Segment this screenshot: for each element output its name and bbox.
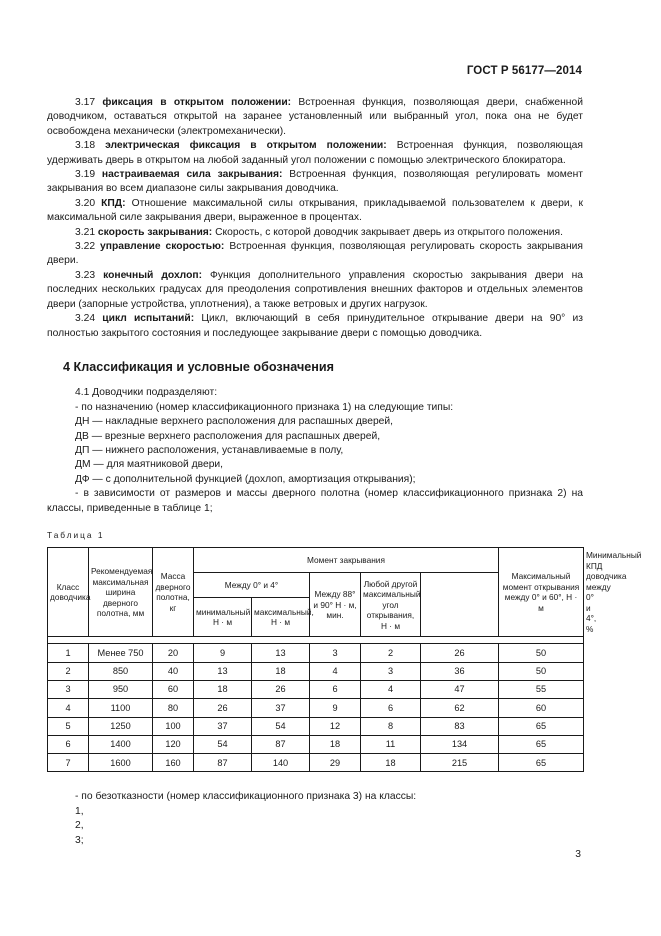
table-cell: 11: [361, 735, 421, 753]
table-row: [48, 662, 584, 680]
table-cell: 3: [361, 662, 421, 680]
definition-item: [47, 226, 583, 240]
clause-line: ДП — нижнего расположения, устанавливаемые в полу,: [75, 444, 344, 456]
table-cell: 62: [421, 699, 499, 717]
table-cell: 60: [153, 680, 194, 698]
definition-item: [47, 197, 583, 226]
table-spacer-row: [48, 637, 584, 644]
definition-number: 3.24: [75, 313, 96, 325]
definition-item: [47, 96, 583, 139]
table-cell: 2: [361, 644, 421, 662]
table-cell: 950: [89, 680, 153, 698]
table-cell: Менее 750: [89, 644, 153, 662]
table-cell: 9: [194, 644, 252, 662]
header-moment: Момент закрывания: [194, 548, 499, 573]
table-cell: 87: [252, 735, 310, 753]
header-any-angle: Любой другой максимальный угол открывания, Н · м: [361, 573, 421, 637]
table-cell: 13: [194, 662, 252, 680]
header-class: Класс доводчика: [48, 548, 89, 637]
definition-item: [47, 240, 583, 269]
table-cell: 29: [310, 754, 361, 772]
table-cell: 26: [252, 680, 310, 698]
definition-number: 3.23: [75, 269, 96, 281]
table-cell: 1600: [89, 754, 153, 772]
table-cell: 8: [361, 717, 421, 735]
table-cell: 18: [310, 735, 361, 753]
definition-text: Встроенная функция, позволяющая двери, снабженной доводчиком, оставаться открытой на заранее установленный или выбранный угол, пока она не будет освобождена механически (электромеханически).: [47, 97, 583, 137]
definition-text: Встроенная функция, позволяющая регулировать скорость закрывания двери.: [47, 241, 583, 267]
table-cell: 55: [499, 680, 584, 698]
class-item: 1,: [75, 805, 84, 817]
table-row: [48, 754, 584, 772]
table-cell: 37: [252, 699, 310, 717]
table-cell: 20: [153, 644, 194, 662]
definition-text: Функция дополнительного управления скоростью закрывания двери на последних нескольких градусах для преодоления сопротивления внешних факторов и отдельных элементов двери (запорные устройства, уплотнения), а также ветровых и других нагрузок.: [47, 269, 583, 310]
definition-item: [47, 269, 583, 312]
clause-line: - по назначению (номер классификационного признака 1) на следующие типы:: [75, 401, 454, 413]
table-cell: 100: [153, 717, 194, 735]
definition-text: Скорость, с которой доводчик закрывает дверь из открытого положения.: [212, 226, 563, 238]
table-cell: 6: [361, 699, 421, 717]
definition-number: 3.22: [75, 241, 96, 253]
door-closer-classes-table: Класс доводчика Рекомендуемая максимальная ширина дверного полотна, мм Масса дверного полотна, кг Момент закрывания Максимальный момент открывания между 0° и 60°, Н · м Минимальный КПД доводчика между 0° и 4°, % Между 0° и 4° Между 88° и 90° Н · м, мин. Любой другой максимальный угол открывания, Н · м минимальный, Н · м максимальный, Н · м 1 Менее 750 20 9 13 3 2 26 50 2 850 40 13 18 4 3 36 50 3 950 60 18 26 6 4 47 55 4 1100 80 26 37 9 6 62 60 5 1250 100 37 54 12 8 83 65 6 1400 120 54 87 18 11 134 65 7 1600 160 87 140 29 18 215 65: [47, 547, 584, 772]
table-cell: 3: [48, 680, 89, 698]
clause-line: ДН — накладные верхнего расположения для распашных дверей,: [75, 416, 394, 428]
table-cell: 18: [194, 680, 252, 698]
definition-term: электрическая фиксация в открытом положении:: [105, 140, 387, 152]
header-mass: Масса дверного полотна, кг: [153, 548, 194, 637]
table-caption: Таблица 1: [47, 529, 105, 540]
definition-term: управление скоростью:: [100, 241, 225, 253]
class-item: 3;: [75, 834, 84, 846]
table-cell: 12: [310, 717, 361, 735]
table-cell: 1400: [89, 735, 153, 753]
page-content: [47, 96, 642, 848]
definition-term: фиксация в открытом положении:: [102, 97, 292, 108]
clause-line: ДФ — с дополнительной функцией (дохлоп, амортизация открывания);: [75, 473, 416, 485]
table-body: [48, 637, 584, 772]
table-cell: 65: [499, 717, 584, 735]
table-cell: 5: [48, 717, 89, 735]
table-cell: 4: [310, 662, 361, 680]
definition-number: 3.18: [75, 140, 96, 152]
table-cell: 2: [48, 662, 89, 680]
table-row: [48, 699, 584, 717]
table-cell: 37: [194, 717, 252, 735]
table-cell: 60: [499, 699, 584, 717]
clause-paragraph: - в зависимости от размеров и массы дверного полотна (номер классификационного признака 2) на классы, приведенные в таблице 1;: [47, 488, 583, 514]
table-cell: 65: [499, 754, 584, 772]
header-moment-88-90: Между 88° и 90° Н · м, мин.: [310, 573, 361, 637]
definition-term: цикл испытаний:: [102, 313, 195, 325]
class-item: 2,: [75, 820, 84, 832]
table-row: [48, 680, 584, 698]
clause-line: ДВ — врезные верхнего расположения для распашных дверей,: [75, 430, 381, 442]
definition-text: Встроенная функция, позволяющая регулировать момент закрывания во всем диапазоне силы закрывания доводчика.: [47, 169, 583, 195]
definition-term: КПД:: [101, 197, 126, 209]
table-cell: 4: [48, 699, 89, 717]
clause-line: 4.1 Доводчики подразделяют:: [75, 387, 218, 399]
table-cell: 47: [421, 680, 499, 698]
table-cell: 1250: [89, 717, 153, 735]
definition-text: Встроенная функция, позволяющая удерживать дверь в открытом на любой заданный угол положении с помощью электрического блокиратора.: [47, 140, 583, 166]
definition-number: 3.21: [75, 226, 96, 238]
table-cell: 87: [194, 754, 252, 772]
page-number: 3: [575, 849, 581, 860]
header-max: максимальный, Н · м: [252, 598, 310, 637]
header-min: минимальный, Н · м: [194, 598, 252, 637]
definition-term: настраиваемая сила закрывания:: [101, 169, 283, 181]
table-cell: 36: [421, 662, 499, 680]
definition-text: Цикл, включающий в себя принудительное открывание двери на 90° из полностью закрытого состояния и последующее закрывание двери с помощью доводчика.: [47, 313, 583, 339]
clause-line: - по безотказности (номер классификационного признака 3) на классы:: [75, 791, 417, 803]
header-max-open: Максимальный момент открывания между 0° и 60°, Н · м: [499, 548, 584, 637]
table-cell: 140: [252, 754, 310, 772]
table-cell: 18: [252, 662, 310, 680]
definition-number: 3.19: [75, 169, 96, 181]
definition-term: конечный дохлоп:: [103, 269, 203, 281]
table-cell: 54: [194, 735, 252, 753]
table-cell: 65: [499, 735, 584, 753]
definition-text: Отношение максимальной силы открывания, прикладываемой пользователем к двери, к максимальной силе закрывания двери, выраженное в процентах.: [47, 197, 583, 224]
definition-number: 3.17: [75, 97, 96, 108]
definition-item: [47, 139, 583, 168]
table-cell: 4: [361, 680, 421, 698]
clause-line: ДМ — для маятниковой двери,: [75, 459, 224, 471]
table-row: [48, 644, 584, 662]
table-cell: 6: [310, 680, 361, 698]
table-cell: 134: [421, 735, 499, 753]
table-cell: 54: [252, 717, 310, 735]
definition-item: [47, 168, 583, 197]
table-cell: 83: [421, 717, 499, 735]
table-cell: 120: [153, 735, 194, 753]
table-cell: 50: [499, 662, 584, 680]
table-cell: 6: [48, 735, 89, 753]
table-cell: 7: [48, 754, 89, 772]
table-cell: 160: [153, 754, 194, 772]
table-cell: 50: [499, 644, 584, 662]
table-row: [48, 717, 584, 735]
table-cell: 1: [48, 644, 89, 662]
table-cell: 850: [89, 662, 153, 680]
table-cell: 13: [252, 644, 310, 662]
header-moment-0-4: Между 0° и 4°: [194, 573, 310, 598]
header-width: Рекомендуемая максимальная ширина дверного полотна, мм: [89, 548, 153, 637]
table-row: [48, 735, 584, 753]
table-cell: 80: [153, 699, 194, 717]
table-cell: 3: [310, 644, 361, 662]
table-cell: 1100: [89, 699, 153, 717]
table-cell: 9: [310, 699, 361, 717]
definition-item: [47, 312, 583, 341]
document-header: ГОСТ Р 56177—2014: [466, 65, 582, 77]
table-cell: 40: [153, 662, 194, 680]
definition-term: скорость закрывания:: [97, 226, 213, 238]
table-cell: 26: [421, 644, 499, 662]
section-title: 4 Классификация и условные обозначения: [63, 359, 334, 374]
table-cell: 26: [194, 699, 252, 717]
definition-number: 3.20: [75, 197, 96, 209]
table-cell: 215: [421, 754, 499, 772]
definitions-list: [47, 96, 583, 341]
table-cell: 18: [361, 754, 421, 772]
